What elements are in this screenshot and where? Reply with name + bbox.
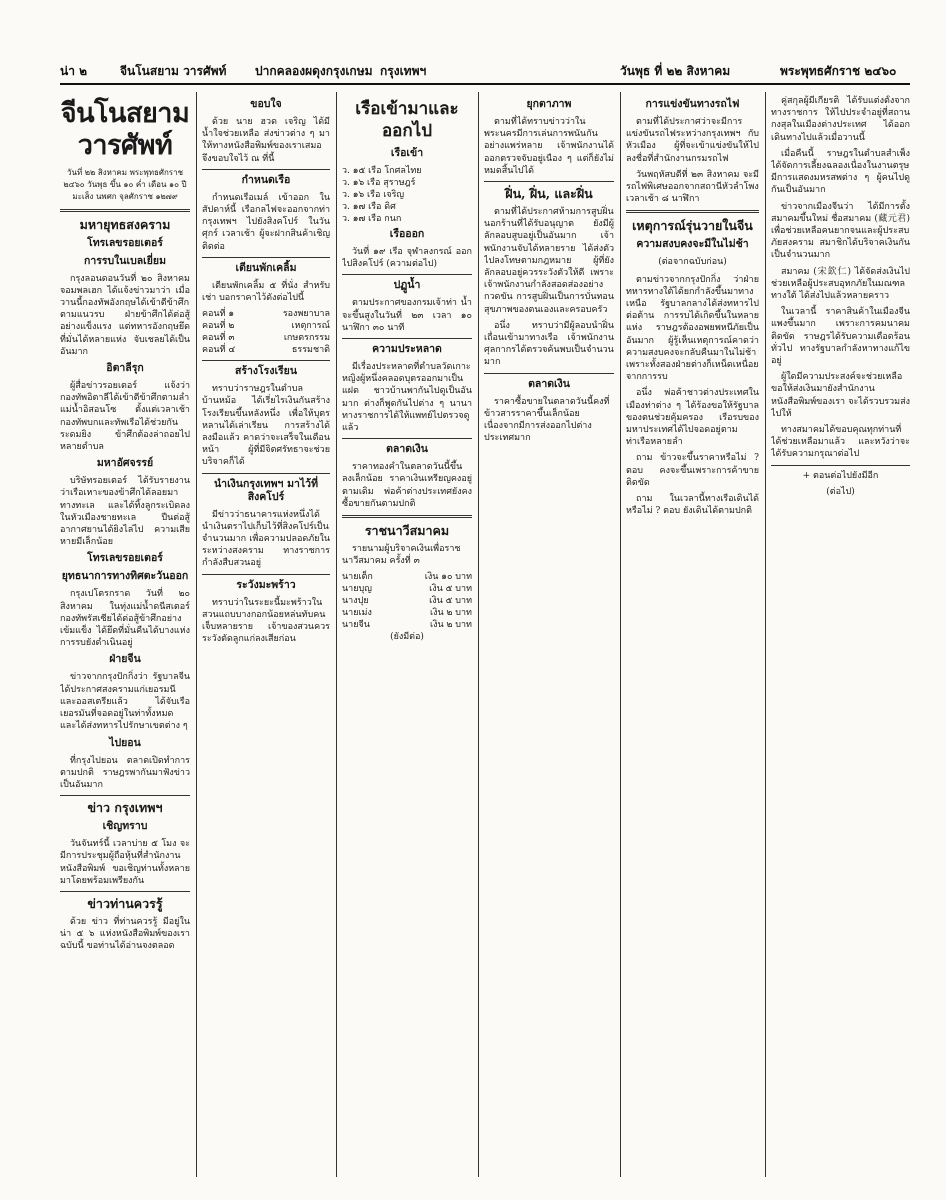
list-row: ว. ๑๗ เรือ ดิศ — [342, 202, 396, 212]
page-header — [60, 60, 910, 82]
article-title: เตียนพักเคลิ้ม — [235, 261, 297, 274]
paragraph: ราคาทองคำในตลาดวันนี้ขึ้นลงเล็กน้อย ราคาเงินเหรียญคงอยู่ตามเดิม พ่อค้าต่างประเทศยังคงซื้อขายกันตามปกติ — [342, 462, 472, 509]
article-title: นำเงินกรุงเทพฯ มาไว้ที่สิงคโปร์ — [214, 477, 318, 503]
paragraph: มีเรื่องประหลาดที่ตำบลวัดเกาะ หญิงผู้หนึ่งคลอดบุตรออกมาเป็นแฝด ชาวบ้านพากันไปดูเป็นอันมาก ต่างก็พูดกันไปต่าง ๆ นานา ทางราชการได้ให้แพทย์ไปตรวจดูแล้ว — [342, 362, 472, 434]
article-title: ตลาดเงิน — [528, 377, 570, 390]
article-title: ระวังมะพร้าว — [236, 578, 296, 591]
article-title: การแข่งขันทางรถไฟ — [645, 98, 740, 110]
subhead: มหาอัศจรรย์ — [96, 457, 154, 470]
column-5 — [626, 95, 759, 1175]
paragraph: ข่าวจากกรุงปักกิ่งว่า รัฐบาลจีนได้ประกาศสงครามแก่เยอรมนีและออสเตรียแล้ว ได้จับเรือเยอรมันที่จอดอยู่ในท่าทั้งหมด และได้ส่งทหารไปรักษาเขตต่าง ๆ — [60, 672, 190, 732]
column-2 — [202, 95, 330, 1175]
column-1 — [60, 95, 190, 1175]
divider — [60, 209, 190, 212]
column-divider — [336, 92, 337, 1177]
masthead: จีนโนสยามวารศัพท์ — [60, 98, 190, 161]
article-title: ฝิ่น, ฝิ่น, และฝิ่น — [505, 186, 593, 202]
list-row: นายเต็ก เงิน ๑๐ บาท — [342, 572, 472, 583]
list-row: นายเม่ง เงิน ๒ บาท — [342, 608, 472, 619]
paragraph: ด้วย ข่าว ที่ท่านควรรู้ มีอยู่ในน่า ๕ ๖ แห่งหนังสือพิมพ์ของเราฉบับนี้ ขอท่านได้อ่านจงตลอด — [60, 916, 190, 952]
subhead: เรือออก — [389, 228, 425, 240]
paragraph: อนึ่ง พ่อค้าชาวต่างประเทศในเมืองท่าต่าง ๆ ได้ร้องขอให้รัฐบาลของตนช่วยคุ้มครอง เรือรบของมหาประเทศได้ไปจอดอยู่ตามท่าเรือหลายลำ — [626, 388, 759, 448]
divider — [202, 473, 330, 474]
subhead: เรือเข้า — [390, 147, 424, 159]
page-number: น่า ๒ — [60, 64, 88, 78]
location: ปากคลองผดุงกรุงเกษม — [255, 64, 373, 78]
list-row: คอนที่ ๑ รองพยาบาล — [202, 309, 330, 320]
paragraph: ตามข่าวจากกรุงปักกิ่ง ว่าฝ่ายทหารทางใต้ได้ยกกำลังขึ้นมาทางเหนือ รัฐบาลกลางได้ส่งทหารไปต่อต้าน การรบได้เกิดขึ้นในหลายแห่ง ราษฎรต้องอพยพหนีภัยเป็นอันมาก ผู้รู้เห็นเหตุการณ์คาดว่าความสงบคงจะกลับคืนมาในไม่ช้า เพราะทั้งสองฝ่ายต่างก็เหน็ดเหนื่อยจากการรบ — [626, 274, 759, 383]
paragraph: ผู้ใดมีความประสงค์จะช่วยเหลือ ขอให้ส่งเงินมายังสำนักงานหนังสือพิมพ์ของเรา จะได้รวบรวมส่งไปให้ — [771, 372, 910, 419]
list-row: คอนที่ ๒ เหตุการณ์ — [202, 321, 330, 332]
paragraph: ทราบว่าราษฎรในตำบลบ้านหม้อ ได้เรี่ยไรเงินกันสร้างโรงเรียนขึ้นหลังหนึ่ง เพื่อให้บุตรหลานได้เล่าเรียน การสร้างได้ลงมือแล้ว คาดว่าจะเสร็จในเดือนหน้า ผู้ที่มีจิตศรัทธาจะช่วยบริจาคก็ได้ — [202, 384, 330, 468]
article-title: เรือเข้ามาและออกไป — [355, 99, 459, 141]
column-divider — [765, 92, 766, 1177]
divider — [342, 438, 472, 439]
date: วันพุธ ที่ ๒๒ สิงหาคม — [620, 64, 731, 78]
article-title: สร้างโรงเรียน — [234, 365, 298, 378]
divider — [771, 465, 910, 466]
subhead: ความสงบคงจะมีในไม่ช้า — [636, 238, 749, 251]
divider — [342, 515, 472, 518]
paragraph: ในเวลานี้ ราคาสินค้าในเมืองจีนแพงขึ้นมาก เพราะการคมนาคมติดขัด ราษฎรได้รับความเดือดร้อนทั่วไป ทางรัฐบาลกำลังหาทางแก้ไขอยู่ — [771, 307, 910, 367]
paragraph: ข่าวจากเมืองจีนว่า ได้มีการตั้งสมาคมขึ้นใหม่ ชื่อสมาคม (藏元君) เพื่อช่วยเหลือคนยากจนและผู้ประสบภัยสงคราม สมาชิกได้บริจาคเงินกันเป็นจำนวนมาก — [771, 201, 910, 261]
paragraph: ด้วย นาย ฮวด เจริญ ได้มีน้ำใจช่วยเหลือ ส่งข่าวต่าง ๆ มาให้ทางหนังสือพิมพ์ของเราเสมอ จึงขอบใจไว้ ณ ที่นี้ — [202, 117, 330, 164]
paragraph: เตียนพักเคลิ้ม ๕ ที่นั่ง สำหรับเช่า บอกราคาไว้ดังต่อไปนี้ — [202, 280, 330, 304]
paragraph: สมาคม (宋欽仁) ได้จัดส่งเงินไปช่วยเหลือผู้ประสบอุทกภัยในมณฑลทางใต้ ได้ส่งไปแล้วหลายคราว — [771, 266, 910, 302]
column-3 — [342, 95, 472, 1175]
paragraph: วันที่ ๑๙ เรือ จุฬาลงกรณ์ ออกไปสิงคโปร์ (ความต่อไป) — [342, 247, 472, 270]
paragraph: ราคาซื้อขายในตลาดวันนี้คงที่ ข้าวสารราคาขึ้นเล็กน้อย เนื่องจากมีการส่งออกไปต่างประเทศมาก — [484, 396, 610, 444]
paragraph: อนึ่ง ทราบว่ามีผู้ลอบนำฝิ่นเถื่อนเข้ามาทางเรือ เจ้าพนักงานศุลกากรได้ตรวจค้นพบเป็นจำนวนมาก — [484, 320, 614, 368]
subhead: โทรเลขรอยเตอร์ — [87, 236, 163, 249]
year: พระพุทธศักราช ๒๔๖๐ — [780, 64, 897, 78]
paragraph: ทราบว่าในระยะนี้มะพร้าวในสวนแถบบางกอกน้อยหล่นทับคนเจ็บหลายราย เจ้าของสวนควรระวังตัดลูกแก่ลงเสียก่อน — [202, 597, 330, 645]
subhead: ยุทธนาการทางทิศตะวันออก — [61, 570, 189, 583]
paragraph: ตามที่ได้ประกาศห้ามการสูบฝิ่นนอกร้านที่ได้รับอนุญาต ยังมีผู้ลักลอบสูบอยู่เป็นอันมาก เจ้าพนักงานจับได้หลายราย ได้ส่งตัวไปลงโทษตามกฎหมาย ผู้ที่ยังลักลอบอยู่ควรระวังตัวให้ดี เพราะเจ้าพนักงานกำลังสอดส่องอย่างกวดขัน การสูบฝิ่นเป็นการบั่นทอนสุขภาพของตนเองและครอบครัว — [484, 207, 614, 315]
subhead: ไปยอน — [109, 736, 141, 749]
list-row: นายบุญ เงิน ๕ บาท — [342, 584, 472, 595]
paragraph: ผู้สื่อข่าวรอยเตอร์ แจ้งว่ากองทัพอิตาลีได้เข้าตีข้าศึกตามลำแม่น้ำอิสอนโซ ตั้งแต่เวลาเช้า กองทัพบกและทัพเรือได้ช่วยกันระดมยิง ข้าศึกต้องล่าถอยไปหลายตำบล — [60, 381, 190, 453]
column-divider — [620, 92, 621, 1177]
paragraph: เมื่อคืนนี้ ราษฎรในตำบลสำเพ็งได้จัดการเลี้ยงฉลองเนื่องในงานตรุษ มีการแสดงมหรสพต่าง ๆ ผู้คนไปดูกันเป็นอันมาก — [771, 148, 910, 196]
paragraph: + ตอนต่อไปยังมีอีก — [802, 470, 879, 481]
article-title: ยุกตาภาพ — [526, 98, 572, 110]
divider — [342, 338, 472, 339]
paragraph: ที่กรุงไปยอน ตลาดเปิดทำการตามปกติ ราษฎรพากันมาฟังข่าวเป็นอันมาก — [60, 755, 190, 790]
section-heading: ข่าว กรุงเทพฯ — [87, 800, 163, 816]
divider — [60, 891, 190, 892]
paragraph: ถาม ในเวลานี้ทางเรือเดินได้หรือไม่ ? ตอบ ยังเดินได้ตามปกติ — [626, 494, 759, 517]
paper-name: จีนโนสยาม วารศัพท์ — [120, 64, 227, 78]
list-row: ว. ๑๕ เรือ โกศลไทย — [342, 166, 422, 176]
list-row: นายจีน เงิน ๒ บาท — [342, 620, 472, 631]
paragraph: กำหนดเรือเมล์ เข้าออก ในสัปดาห์นี้ เรือกลไฟจะออกจากท่ากรุงเทพฯ ไปยังสิงคโปร์ ในวันศุกร์ เวลาเช้า ผู้จะฝากสินค้าเชิญติดต่อ — [202, 192, 330, 252]
paragraph: กรุงเปโตรกราด วันที่ ๒๐ สิงหาคม ในทุ่งแม่น้ำดนีสเตอร์ กองทัพรัสเซียได้ต่อสู้ข้าศึกอย่างเข้มแข็ง ได้ยึดที่มั่นคืนได้บางแห่ง การรบยังดำเนินอยู่ — [60, 589, 190, 649]
subhead: เชิญทราบ — [102, 820, 148, 833]
article-title: ราชนาวีสมาคม — [364, 523, 450, 539]
column-6 — [771, 95, 910, 1175]
subhead: อิตาลีรุก — [106, 362, 144, 375]
section-heading: ข่าวท่านควรรู้ — [87, 895, 163, 911]
subhead: (ต่อจากฉบับก่อน) — [658, 257, 727, 268]
divider — [202, 169, 330, 170]
divider — [202, 574, 330, 575]
headline: มหายุทธสงคราม — [79, 216, 171, 232]
divider — [60, 795, 190, 796]
paragraph: วันจันทร์นี้ เวลาบ่าย ๕ โมง จะมีการประชุมผู้ถือหุ้นที่สำนักงานหนังสือพิมพ์ ขอเชิญท่านทั้งหลายมาโดยพร้อมเพรียงกัน — [60, 839, 190, 886]
list-row: คอนที่ ๔ ธรรมชาติ — [202, 345, 330, 356]
column-divider — [196, 92, 197, 1177]
divider — [342, 274, 472, 275]
paragraph: บริษัทรอยเตอร์ ได้รับรายงานว่าเรือเหาะของข้าศึกได้ลอยมาทางทะเล และได้ทิ้งลูกระเบิดลงในหัวเมืองชายทะเล ปืนต่อสู้อากาศยานได้ยิงไล่ไป ความเสียหายมีเล็กน้อย — [60, 476, 190, 548]
column-4 — [484, 95, 614, 1175]
article-title: ขอบใจ — [250, 98, 282, 110]
list-row: ว. ๑๖ เรือ สุราษฎร์ — [342, 178, 416, 188]
divider — [626, 210, 759, 213]
paragraph: มีข่าวว่าธนาคารแห่งหนึ่งได้นำเงินตราไปเก็บไว้ที่สิงคโปร์เป็นจำนวนมาก เพื่อความปลอดภัยในระหว่างสงคราม ทางราชการกำลังสืบสวนอยู่ — [202, 509, 330, 569]
list-row: ว. ๑๖ เรือ เจริญ — [342, 190, 405, 200]
article-title: เหตุการณ์รุ่นวายในจีน — [632, 218, 753, 234]
paragraph: (ยังมีต่อ) — [390, 632, 424, 643]
paragraph: รายนามผู้บริจาคเงินเพื่อราชนาวีสมาคม ครั้งที่ ๓ — [342, 544, 461, 567]
subhead: การรบในเบลเยี่ยม — [83, 254, 166, 267]
paragraph: ตามที่ได้ทราบข่าวว่าในพระนครมีการเล่นการพนันกันอย่างแพร่หลาย เจ้าพนักงานได้ออกตรวจจับอยู่เนือง ๆ แต่ก็ยังไม่หมดสิ้นไปได้ — [484, 117, 614, 176]
list-row: ว. ๑๗ เรือ กนก — [342, 214, 402, 224]
paragraph: ถาม ข้าวจะขึ้นราคาหรือไม่ ? ตอบ คงจะขึ้นเพราะการค้าขายติดขัด — [626, 453, 759, 488]
paragraph: ทางสมาคมได้ขอบคุณทุกท่านที่ได้ช่วยเหลือมาแล้ว และหวังว่าจะได้รับความกรุณาต่อไป — [771, 425, 910, 460]
divider — [484, 181, 614, 182]
article-title: ความประหลาด — [372, 343, 442, 356]
paragraph: วันพฤหัสบดีที่ ๒๓ สิงหาคม จะมีรถไฟพิเศษออกจากสถานีหัวลำโพง เวลาเช้า ๘ นาฬิกา — [626, 169, 759, 205]
city: กรุงเทพฯ — [380, 64, 427, 78]
article-title: ปฏูน้ำ — [393, 279, 421, 292]
masthead-info: วันที่ ๒๒ สิงหาคม พระพุทธศักราช ๒๔๖๐ วันพุธ ขึ้น ๑๐ ค่ำ เดือน ๑๐ ปีมะเส็ง นพศก จุลศักราช ๑๒๗๙ — [63, 168, 187, 202]
article-title: กำหนดเรือ — [241, 173, 291, 186]
list-row: นางปุย เงิน ๕ บาท — [342, 596, 472, 607]
header-rule — [60, 83, 910, 85]
article-title: ตลาดเงิน — [386, 443, 428, 456]
paragraph: (ต่อไป) — [826, 486, 855, 497]
divider — [484, 373, 614, 374]
list-row: คอนที่ ๓ เกษตรกรรม — [202, 333, 330, 344]
divider — [202, 360, 330, 361]
subhead: โทรเลขรอยเตอร์ — [87, 552, 163, 565]
paragraph: ตามที่ได้ประกาศว่าจะมีการแข่งขันรถไฟระหว่างกรุงเทพฯ กับหัวเมือง ผู้ที่จะเข้าแข่งขันให้ไปลงชื่อที่สำนักงานกรมรถไฟ — [626, 117, 759, 164]
divider — [202, 257, 330, 258]
subhead: ฝ่ายจีน — [109, 653, 141, 666]
paragraph: กรุงลอนดอนวันที่ ๒๐ สิงหาคม จอมพลเฮก ได้แจ้งข่าวมาว่า เมื่อวานนี้กองทัพอังกฤษได้เข้าตีข้าศึกตามแนวรบ ฝ่ายข้าศึกได้ต่อสู้อย่างแข็งแรง แต่ทหารอังกฤษยึดที่มั่นได้หลายแห่ง จับเชลยได้เป็นอันมาก — [60, 273, 190, 357]
paragraph: ตามประกาศของกรมเจ้าท่า น้ำจะขึ้นสูงในวันที่ ๒๓ เวลา ๑๐ นาฬิกา ๓๐ นาที — [342, 298, 472, 333]
column-divider — [478, 92, 479, 1177]
paragraph: คู่สกุลผู้มีเกียรติ ได้รับแต่งตั้งจากทางราชการ ให้ไปประจำอยู่ที่สถานกงสุลในเมืองต่างประเทศ ได้ออกเดินทางไปแล้วเมื่อวานนี้ — [771, 96, 910, 143]
